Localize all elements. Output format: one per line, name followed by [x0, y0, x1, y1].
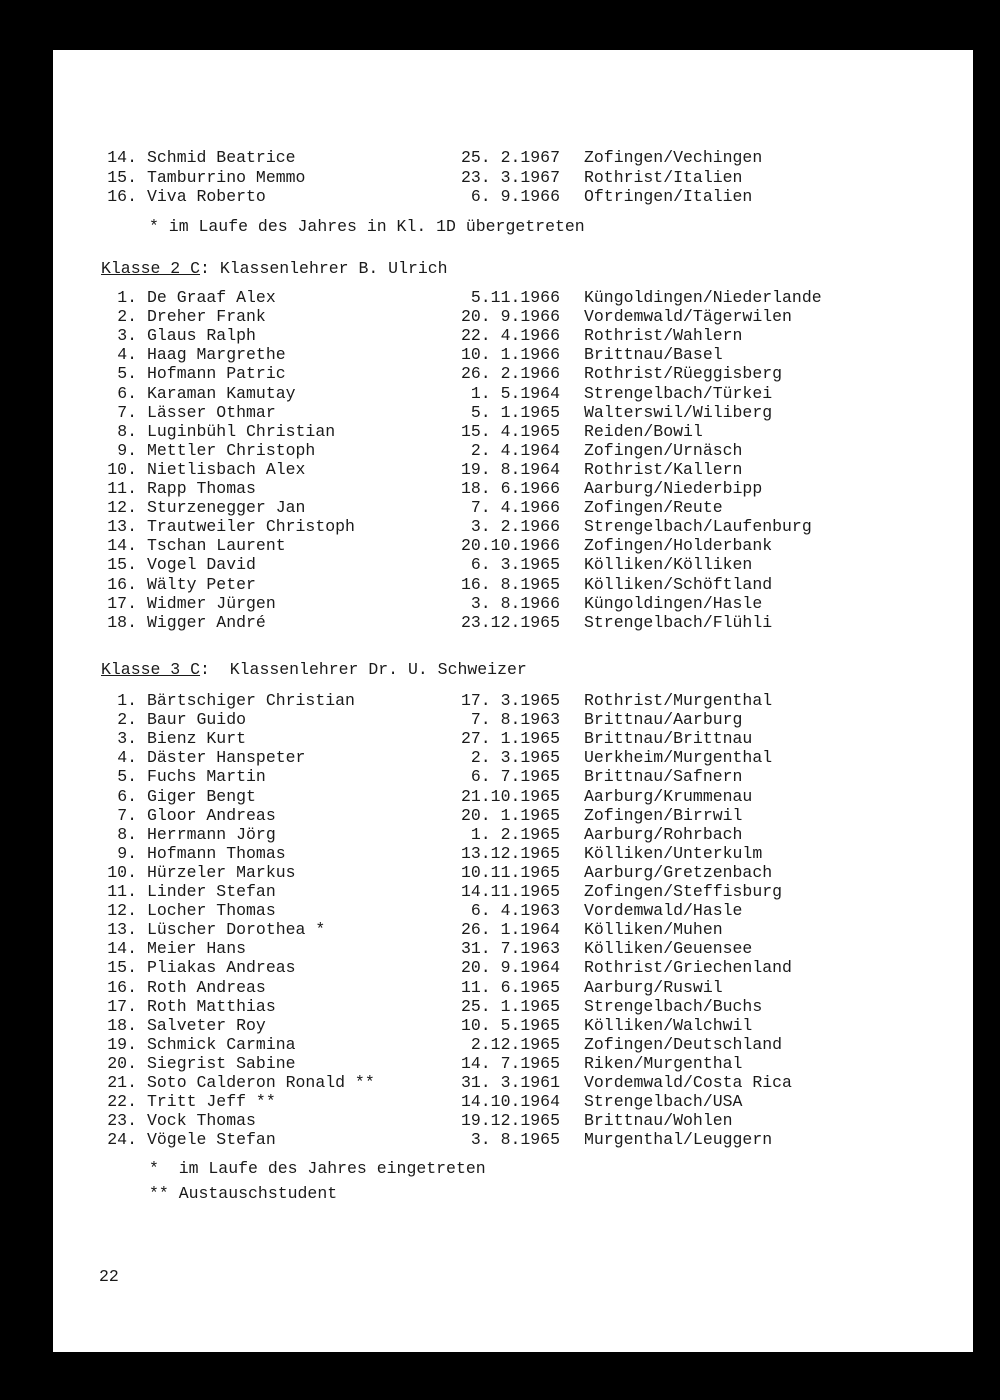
- birth-date: 7. 4.1966: [470, 498, 560, 518]
- table-row: [53, 536, 953, 555]
- table-row: [53, 710, 953, 729]
- entry-number: 9.: [117, 440, 137, 460]
- place-origin: Brittnau/Safnern: [584, 767, 743, 787]
- entry-number: 21.: [107, 1073, 137, 1092]
- student-name: Mettler Christoph: [147, 440, 316, 460]
- entry-number: 16.: [107, 187, 137, 206]
- place-origin: Rothrist/Italien: [584, 167, 743, 187]
- place-origin: Aarburg/Niederbipp: [584, 479, 763, 498]
- entry-number: 14.: [107, 536, 137, 556]
- student-name: Schmick Carmina: [147, 1034, 296, 1054]
- entry-number: 3.: [117, 326, 137, 346]
- entry-number: 11.: [107, 882, 137, 901]
- birth-date: 20. 9.1966: [460, 307, 560, 327]
- place-origin: Riken/Murgenthal: [584, 1053, 743, 1073]
- place-origin: Rothrist/Wahlern: [584, 326, 743, 346]
- birth-date: 1. 5.1964: [470, 383, 560, 403]
- page-number: 22: [99, 1267, 119, 1286]
- entry-number: 15.: [107, 555, 137, 575]
- entry-number: 3.: [117, 729, 137, 749]
- entry-number: 2.: [117, 307, 137, 327]
- birth-date: 16. 8.1965: [460, 574, 560, 594]
- place-origin: Zofingen/Deutschland: [584, 1034, 783, 1054]
- birth-date: 3. 8.1965: [470, 1130, 560, 1150]
- entry-number: 1.: [117, 288, 137, 307]
- entry-number: 5.: [117, 364, 137, 384]
- place-origin: Strengelbach/Buchs: [584, 996, 763, 1016]
- birth-date: 21.10.1965: [460, 786, 560, 806]
- entry-number: 8.: [117, 421, 137, 441]
- heading-label: Klasse 2 C: [101, 259, 201, 278]
- place-origin: Kölliken/Kölliken: [584, 555, 753, 575]
- student-name: Gloor Andreas: [147, 805, 276, 825]
- student-name: Bienz Kurt: [147, 729, 247, 749]
- table-row: [53, 517, 953, 536]
- birth-date: 23. 3.1967: [460, 167, 560, 187]
- birth-date: 6. 4.1963: [470, 901, 560, 921]
- birth-date: 10. 5.1965: [460, 1015, 560, 1035]
- entry-number: 9.: [117, 843, 137, 863]
- heading-label: Klasse 3 C: [101, 660, 201, 679]
- place-origin: Kölliken/Walchwil: [584, 1015, 753, 1035]
- birth-date: 22. 4.1966: [460, 326, 560, 346]
- table-row: [53, 844, 953, 863]
- table-row: [53, 384, 953, 403]
- student-name: Linder Stefan: [147, 882, 276, 901]
- student-name: Lüscher Dorothea *: [147, 920, 326, 940]
- table-row: [53, 479, 953, 498]
- table-row: [53, 148, 953, 167]
- birth-date: 25. 2.1967: [460, 148, 560, 167]
- place-origin: Vordemwald/Costa Rica: [584, 1073, 792, 1092]
- table-row: [53, 920, 953, 939]
- birth-date: 26. 1.1964: [460, 920, 560, 940]
- table-row: [53, 997, 953, 1016]
- entry-number: 6.: [117, 786, 137, 806]
- entry-number: 8.: [117, 824, 137, 844]
- place-origin: Kölliken/Unterkulm: [584, 843, 763, 863]
- student-name: De Graaf Alex: [147, 288, 276, 307]
- entry-number: 6.: [117, 383, 137, 403]
- student-name: Hofmann Thomas: [147, 843, 286, 863]
- table-row: [53, 422, 953, 441]
- entry-number: 22.: [107, 1092, 137, 1112]
- place-origin: Strengelbach/Türkei: [584, 383, 773, 403]
- heading-klasse-2c: [101, 259, 448, 278]
- birth-date: 13.12.1965: [460, 843, 560, 863]
- place-origin: Rothrist/Rüeggisberg: [584, 364, 783, 384]
- place-origin: Kölliken/Geuensee: [584, 939, 753, 959]
- place-origin: Rothrist/Murgenthal: [584, 691, 773, 710]
- place-origin: Reiden/Bowil: [584, 421, 703, 441]
- student-name: Meier Hans: [147, 939, 247, 959]
- birth-date: 19. 8.1964: [460, 459, 560, 479]
- student-name: Vögele Stefan: [147, 1130, 276, 1150]
- student-name: Sturzenegger Jan: [147, 498, 306, 518]
- place-origin: Strengelbach/USA: [584, 1092, 743, 1112]
- birth-date: 19.12.1965: [460, 1111, 560, 1131]
- place-origin: Murgenthal/Leuggern: [584, 1130, 773, 1150]
- note-exchange-student: ** Austauschstudent: [149, 1184, 338, 1203]
- table-row: [53, 168, 953, 187]
- place-origin: Aarburg/Rohrbach: [584, 824, 743, 844]
- entry-number: 10.: [107, 862, 137, 882]
- table-row: [53, 806, 953, 825]
- birth-date: 6. 9.1966: [470, 187, 560, 206]
- table-row: [53, 403, 953, 422]
- table-row: [53, 978, 953, 997]
- student-name: Tritt Jeff **: [147, 1092, 276, 1112]
- student-name: Vock Thomas: [147, 1111, 256, 1131]
- heading-klasse-3c: [101, 660, 527, 679]
- table-row: [53, 901, 953, 920]
- entry-number: 20.: [107, 1053, 137, 1073]
- table-row: [53, 594, 953, 613]
- student-name: Karaman Kamutay: [147, 383, 296, 403]
- birth-date: 23.12.1965: [460, 612, 560, 632]
- birth-date: 18. 6.1966: [460, 479, 560, 498]
- birth-date: 5. 1.1965: [470, 402, 560, 422]
- birth-date: 14.11.1965: [460, 882, 560, 901]
- place-origin: Brittnau/Brittnau: [584, 729, 753, 749]
- entry-number: 7.: [117, 805, 137, 825]
- table-row: [53, 364, 953, 383]
- entry-number: 16.: [107, 977, 137, 997]
- birth-date: 27. 1.1965: [460, 729, 560, 749]
- place-origin: Strengelbach/Laufenburg: [584, 517, 812, 537]
- place-origin: Oftringen/Italien: [584, 187, 753, 206]
- birth-date: 25. 1.1965: [460, 996, 560, 1016]
- entry-number: 13.: [107, 517, 137, 537]
- birth-date: 6. 7.1965: [470, 767, 560, 787]
- table-row: [53, 958, 953, 977]
- birth-date: 17. 3.1965: [460, 691, 560, 710]
- table-row: [53, 1092, 953, 1111]
- table-row: [53, 288, 953, 307]
- table-row: [53, 1130, 953, 1149]
- table-row: [53, 613, 953, 632]
- place-origin: Zofingen/Urnäsch: [584, 440, 743, 460]
- student-name: Roth Andreas: [147, 977, 266, 997]
- entry-number: 18.: [107, 1015, 137, 1035]
- birth-date: 7. 8.1963: [470, 710, 560, 730]
- table-row: [53, 326, 953, 345]
- table-row: [53, 1016, 953, 1035]
- table-row: [53, 498, 953, 517]
- entry-number: 12.: [107, 901, 137, 921]
- student-name: Wälty Peter: [147, 574, 256, 594]
- student-name: Tamburrino Memmo: [147, 167, 306, 187]
- birth-date: 1. 2.1965: [470, 824, 560, 844]
- birth-date: 2. 4.1964: [470, 440, 560, 460]
- birth-date: 3. 8.1966: [470, 593, 560, 613]
- place-origin: Rothrist/Griechenland: [584, 958, 792, 978]
- place-origin: Zofingen/Holderbank: [584, 536, 773, 556]
- table-row: [53, 882, 953, 901]
- place-origin: Zofingen/Steffisburg: [584, 882, 783, 901]
- table-row: [53, 345, 953, 364]
- birth-date: 2. 3.1965: [470, 748, 560, 768]
- place-origin: Aarburg/Ruswil: [584, 977, 723, 997]
- birth-date: 11. 6.1965: [460, 977, 560, 997]
- heading-teacher: : Klassenlehrer Dr. U. Schweizer: [200, 660, 527, 679]
- place-origin: Aarburg/Gretzenbach: [584, 862, 773, 882]
- note-joined: * im Laufe des Jahres eingetreten: [149, 1159, 486, 1178]
- entry-number: 14.: [107, 148, 137, 167]
- birth-date: 6. 3.1965: [470, 555, 560, 575]
- student-name: Vogel David: [147, 555, 256, 575]
- student-name: Viva Roberto: [147, 187, 266, 206]
- entry-number: 17.: [107, 593, 137, 613]
- place-origin: Küngoldingen/Hasle: [584, 593, 763, 613]
- table-row: [53, 575, 953, 594]
- student-name: Lässer Othmar: [147, 402, 276, 422]
- entry-number: 1.: [117, 691, 137, 710]
- birth-date: 14. 7.1965: [460, 1053, 560, 1073]
- entry-number: 11.: [107, 479, 137, 498]
- place-origin: Rothrist/Kallern: [584, 459, 743, 479]
- student-name: Glaus Ralph: [147, 326, 256, 346]
- student-name: Luginbühl Christian: [147, 421, 336, 441]
- table-row: [53, 863, 953, 882]
- entry-number: 5.: [117, 767, 137, 787]
- entry-number: 12.: [107, 498, 137, 518]
- place-origin: Brittnau/Aarburg: [584, 710, 743, 730]
- entry-number: 24.: [107, 1130, 137, 1150]
- student-name: Dreher Frank: [147, 307, 266, 327]
- birth-date: 26. 2.1966: [460, 364, 560, 384]
- place-origin: Kölliken/Schöftland: [584, 574, 773, 594]
- student-name: Tschan Laurent: [147, 536, 286, 556]
- heading-teacher: : Klassenlehrer B. Ulrich: [200, 259, 448, 278]
- student-name: Giger Bengt: [147, 786, 256, 806]
- table-row: [53, 187, 953, 206]
- place-origin: Brittnau/Basel: [584, 345, 723, 365]
- birth-date: 20.10.1966: [460, 536, 560, 556]
- table-row: [53, 787, 953, 806]
- birth-date: 5.11.1966: [470, 288, 560, 307]
- entry-number: 4.: [117, 748, 137, 768]
- place-origin: Uerkheim/Murgenthal: [584, 748, 773, 768]
- birth-date: 20. 1.1965: [460, 805, 560, 825]
- place-origin: Zofingen/Birrwil: [584, 805, 743, 825]
- entry-number: 19.: [107, 1034, 137, 1054]
- student-name: Fuchs Martin: [147, 767, 266, 787]
- student-name: Siegrist Sabine: [147, 1053, 296, 1073]
- student-name: Soto Calderon Ronald **: [147, 1073, 375, 1092]
- birth-date: 10. 1.1966: [460, 345, 560, 365]
- student-name: Pliakas Andreas: [147, 958, 296, 978]
- birth-date: 10.11.1965: [460, 862, 560, 882]
- table-row: [53, 767, 953, 786]
- birth-date: 31. 3.1961: [460, 1073, 560, 1092]
- table-row: [53, 460, 953, 479]
- table-row: [53, 729, 953, 748]
- student-name: Schmid Beatrice: [147, 148, 296, 167]
- table-row: [53, 691, 953, 710]
- student-name: Baur Guido: [147, 710, 247, 730]
- table-row: [53, 939, 953, 958]
- student-name: Salveter Roy: [147, 1015, 266, 1035]
- entry-number: 18.: [107, 612, 137, 632]
- birth-date: 20. 9.1964: [460, 958, 560, 978]
- place-origin: Brittnau/Wohlen: [584, 1111, 733, 1131]
- entry-number: 7.: [117, 402, 137, 422]
- entry-number: 13.: [107, 920, 137, 940]
- student-name: Herrmann Jörg: [147, 824, 276, 844]
- entry-number: 2.: [117, 710, 137, 730]
- place-origin: Kölliken/Muhen: [584, 920, 723, 940]
- table-row: [53, 441, 953, 460]
- document-page: [53, 50, 973, 1352]
- birth-date: 3. 2.1966: [470, 517, 560, 537]
- table-row: [53, 1073, 953, 1092]
- entry-number: 23.: [107, 1111, 137, 1131]
- birth-date: 31. 7.1963: [460, 939, 560, 959]
- table-row: [53, 1054, 953, 1073]
- student-name: Roth Matthias: [147, 996, 276, 1016]
- student-name: Däster Hanspeter: [147, 748, 306, 768]
- place-origin: Vordemwald/Hasle: [584, 901, 743, 921]
- place-origin: Strengelbach/Flühli: [584, 612, 773, 632]
- entry-number: 16.: [107, 574, 137, 594]
- student-name: Wigger André: [147, 612, 266, 632]
- table-row: [53, 1035, 953, 1054]
- place-origin: Zofingen/Reute: [584, 498, 723, 518]
- table-row: [53, 1111, 953, 1130]
- entry-number: 14.: [107, 939, 137, 959]
- student-name: Hofmann Patric: [147, 364, 286, 384]
- entry-number: 15.: [107, 958, 137, 978]
- note-transfer: * im Laufe des Jahres in Kl. 1D übergetreten: [149, 217, 585, 236]
- entry-number: 10.: [107, 459, 137, 479]
- entry-number: 4.: [117, 345, 137, 365]
- place-origin: Walterswil/Wiliberg: [584, 402, 773, 422]
- table-row: [53, 825, 953, 844]
- student-name: Bärtschiger Christian: [147, 691, 355, 710]
- birth-date: 2.12.1965: [470, 1034, 560, 1054]
- place-origin: Küngoldingen/Niederlande: [584, 288, 822, 307]
- student-name: Trautweiler Christoph: [147, 517, 355, 537]
- table-row: [53, 307, 953, 326]
- place-origin: Aarburg/Krummenau: [584, 786, 753, 806]
- table-row: [53, 748, 953, 767]
- student-name: Widmer Jürgen: [147, 593, 276, 613]
- birth-date: 15. 4.1965: [460, 421, 560, 441]
- student-name: Rapp Thomas: [147, 479, 256, 498]
- student-name: Nietlisbach Alex: [147, 459, 306, 479]
- table-row: [53, 555, 953, 574]
- place-origin: Zofingen/Vechingen: [584, 148, 763, 167]
- entry-number: 15.: [107, 167, 137, 187]
- student-name: Locher Thomas: [147, 901, 276, 921]
- student-name: Hürzeler Markus: [147, 862, 296, 882]
- birth-date: 14.10.1964: [460, 1092, 560, 1112]
- student-name: Haag Margrethe: [147, 345, 286, 365]
- entry-number: 17.: [107, 996, 137, 1016]
- place-origin: Vordemwald/Tägerwilen: [584, 307, 792, 327]
